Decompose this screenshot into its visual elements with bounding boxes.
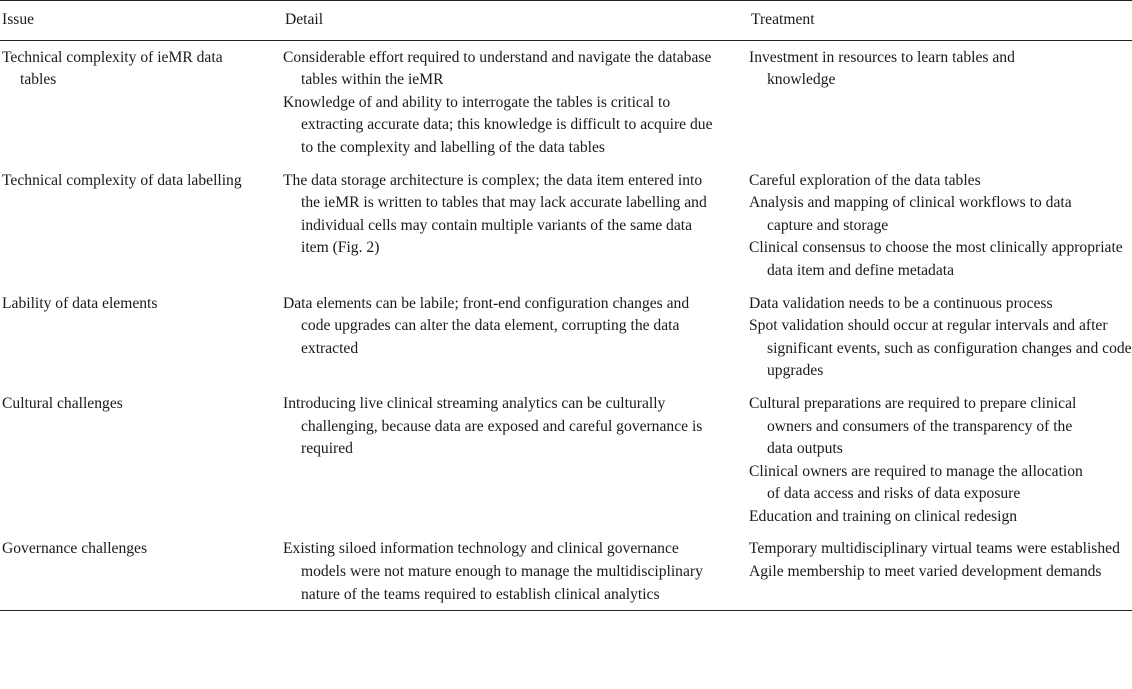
treatment-cell <box>749 538 1132 610</box>
header-row <box>0 1 1132 41</box>
issue-text: Technical complexity of data labelling <box>2 171 242 189</box>
detail-text: Knowledge of and ability to interrogate the tables is critical to extracting accurate data; this knowledge is difficult to acquire due to the complexity and labelling of the data tables <box>283 93 713 156</box>
detail-text: Existing siloed information technology and clinical governance models were not mature enough to manage the multidisciplinary nature of the teams required to establish clinical analytics <box>283 540 703 603</box>
table-row <box>0 293 1132 393</box>
issue-text: Governance challenges <box>2 540 148 558</box>
treatment-cell <box>749 393 1132 539</box>
issue-text: Lability of data elements <box>2 294 158 312</box>
issue-text: Cultural challenges <box>2 394 123 412</box>
issue-text: Technical complexity of ieMR data tables <box>2 48 223 89</box>
detail-cell <box>283 170 749 293</box>
treatment-cell <box>749 170 1132 293</box>
header-detail: Detail <box>283 1 749 41</box>
treatment-text: Data validation needs to be a continuous process <box>749 294 1053 312</box>
treatment-text: Clinical owners are required to manage the allocation of data access and risks of data exposure <box>749 462 1083 503</box>
table-row <box>0 538 1132 610</box>
table-row <box>0 393 1132 539</box>
table-row <box>0 170 1132 293</box>
issue-cell <box>0 393 283 539</box>
treatment-text: Investment in resources to learn tables and knowledge <box>749 48 1015 89</box>
detail-text: The data storage architecture is complex; the data item entered into the ieMR is written to tables that may lack accurate labelling and individual cells may contain multiple variants of the same data item (Fig. 2) <box>283 171 707 257</box>
issue-cell <box>0 538 283 610</box>
detail-cell <box>283 393 749 539</box>
treatment-text: Careful exploration of the data tables <box>749 171 981 189</box>
detail-text: Considerable effort required to understand and navigate the database tables within the ieMR <box>283 48 712 89</box>
issue-cell <box>0 293 283 393</box>
treatment-cell <box>749 40 1132 169</box>
treatment-text: Analysis and mapping of clinical workflows to data capture and storage <box>749 194 1072 234</box>
detail-cell <box>283 538 749 610</box>
treatment-text: Spot validation should occur at regular intervals and after significant events, such as configuration changes and code upgrades <box>749 317 1132 380</box>
detail-text: Introducing live clinical streaming analytics can be culturally challenging, because data are exposed and careful governance is required <box>283 394 703 458</box>
table-row <box>0 40 1132 169</box>
treatment-text: Education and training on clinical redesign <box>749 507 1018 525</box>
detail-cell <box>283 40 749 169</box>
treatment-cell <box>749 293 1132 393</box>
table-header <box>0 1 1132 41</box>
treatment-text: Clinical consensus to choose the most clinically appropriate data item and define metadata <box>749 239 1123 279</box>
header-treatment: Treatment <box>749 1 1132 41</box>
issue-cell <box>0 170 283 293</box>
detail-cell <box>283 293 749 393</box>
issue-cell <box>0 40 283 169</box>
treatment-text: Cultural preparations are required to prepare clinical owners and consumers of the transparency of the data outputs <box>749 394 1077 458</box>
treatment-text: Temporary multidisciplinary virtual teams were established <box>749 540 1120 558</box>
detail-text: Data elements can be labile; front-end configuration changes and code upgrades can alter the data element, corrupting the data extracted <box>283 294 690 357</box>
treatment-text: Agile membership to meet varied development demands <box>749 563 1102 581</box>
header-issue: Issue <box>0 1 283 41</box>
